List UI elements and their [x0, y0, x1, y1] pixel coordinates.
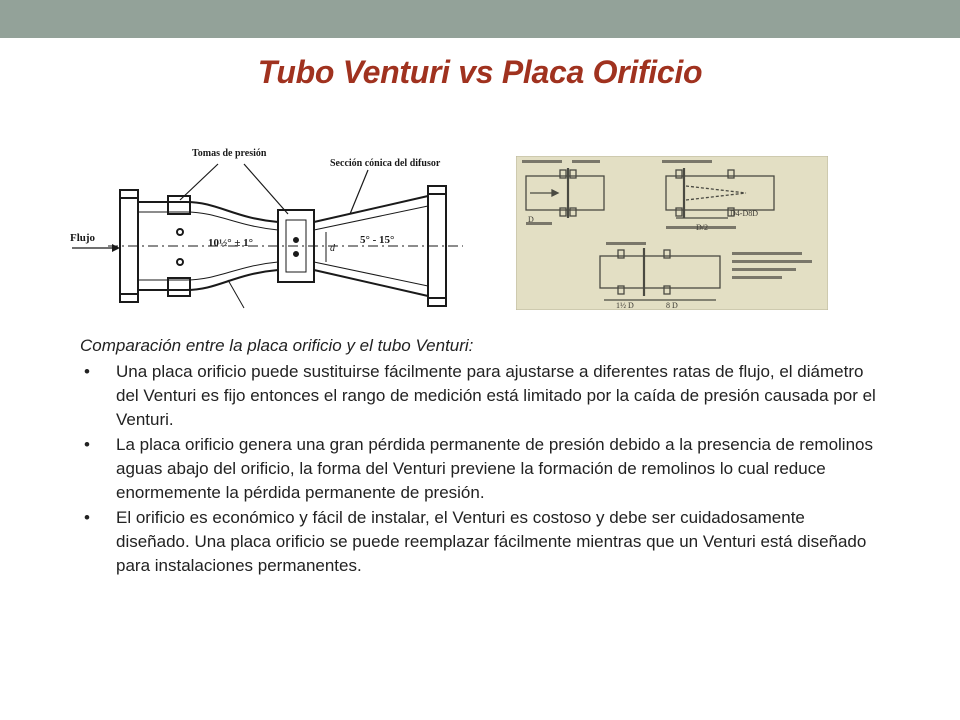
orifice-dim-1: D	[528, 215, 534, 224]
list-item	[80, 433, 880, 505]
comparison-intro: Comparación entre la placa orificio y el tubo Venturi:	[80, 336, 474, 355]
bullet-text: El orificio es económico y fácil de instalar, el Venturi es costoso y debe ser cuidadosamente diseñado. Una placa orificio se puede reemplazar fácilmente mientras que un Venturi está diseñado para instalaciones permanentes.	[116, 508, 867, 575]
bullet-dot: •	[84, 362, 90, 381]
bullet-text: La placa orificio genera una gran pérdida permanente de presión debido a la presencia de remolinos aguas abajo del orificio, la forma del Venturi previene la formación de remolinos lo cual reduce enormemente la pérdida permanente de presión.	[116, 435, 873, 502]
comparison-text	[80, 334, 880, 579]
bullet-dot: •	[84, 435, 90, 454]
orifice-dim-3: D4-D8D	[730, 209, 758, 218]
venturi-tube-diagram	[68, 140, 488, 310]
list-item	[80, 506, 880, 578]
label-pressure-taps: Tomas de presión	[192, 148, 267, 159]
orifice-dim-2: D/2	[696, 223, 708, 232]
list-item	[80, 360, 880, 432]
bullet-text: Una placa orificio puede sustituirse fácilmente para ajustarse a diferentes ratas de flujo, el diámetro del Venturi es fijo entonces el rango de medición está limitado por la caída de presión causada por el Venturi.	[116, 362, 876, 429]
comparison-list	[80, 360, 880, 578]
label-flow: Flujo	[70, 232, 96, 244]
slide-title: Tubo Venturi vs Placa Orificio	[257, 54, 703, 90]
top-accent-bar	[0, 0, 960, 38]
orifice-dim-4: 1½ D	[616, 301, 634, 310]
label-outlet-angle: 5° - 15°	[360, 234, 395, 246]
orifice-dim-5: 8 D	[666, 301, 678, 310]
label-throat: d	[330, 243, 335, 254]
orifice-plate-diagram	[516, 156, 828, 310]
bullet-dot: •	[84, 508, 90, 527]
label-inlet-angle: 10½° ± 1°	[208, 237, 254, 249]
label-diffuser: Sección cónica del difusor	[330, 158, 441, 169]
